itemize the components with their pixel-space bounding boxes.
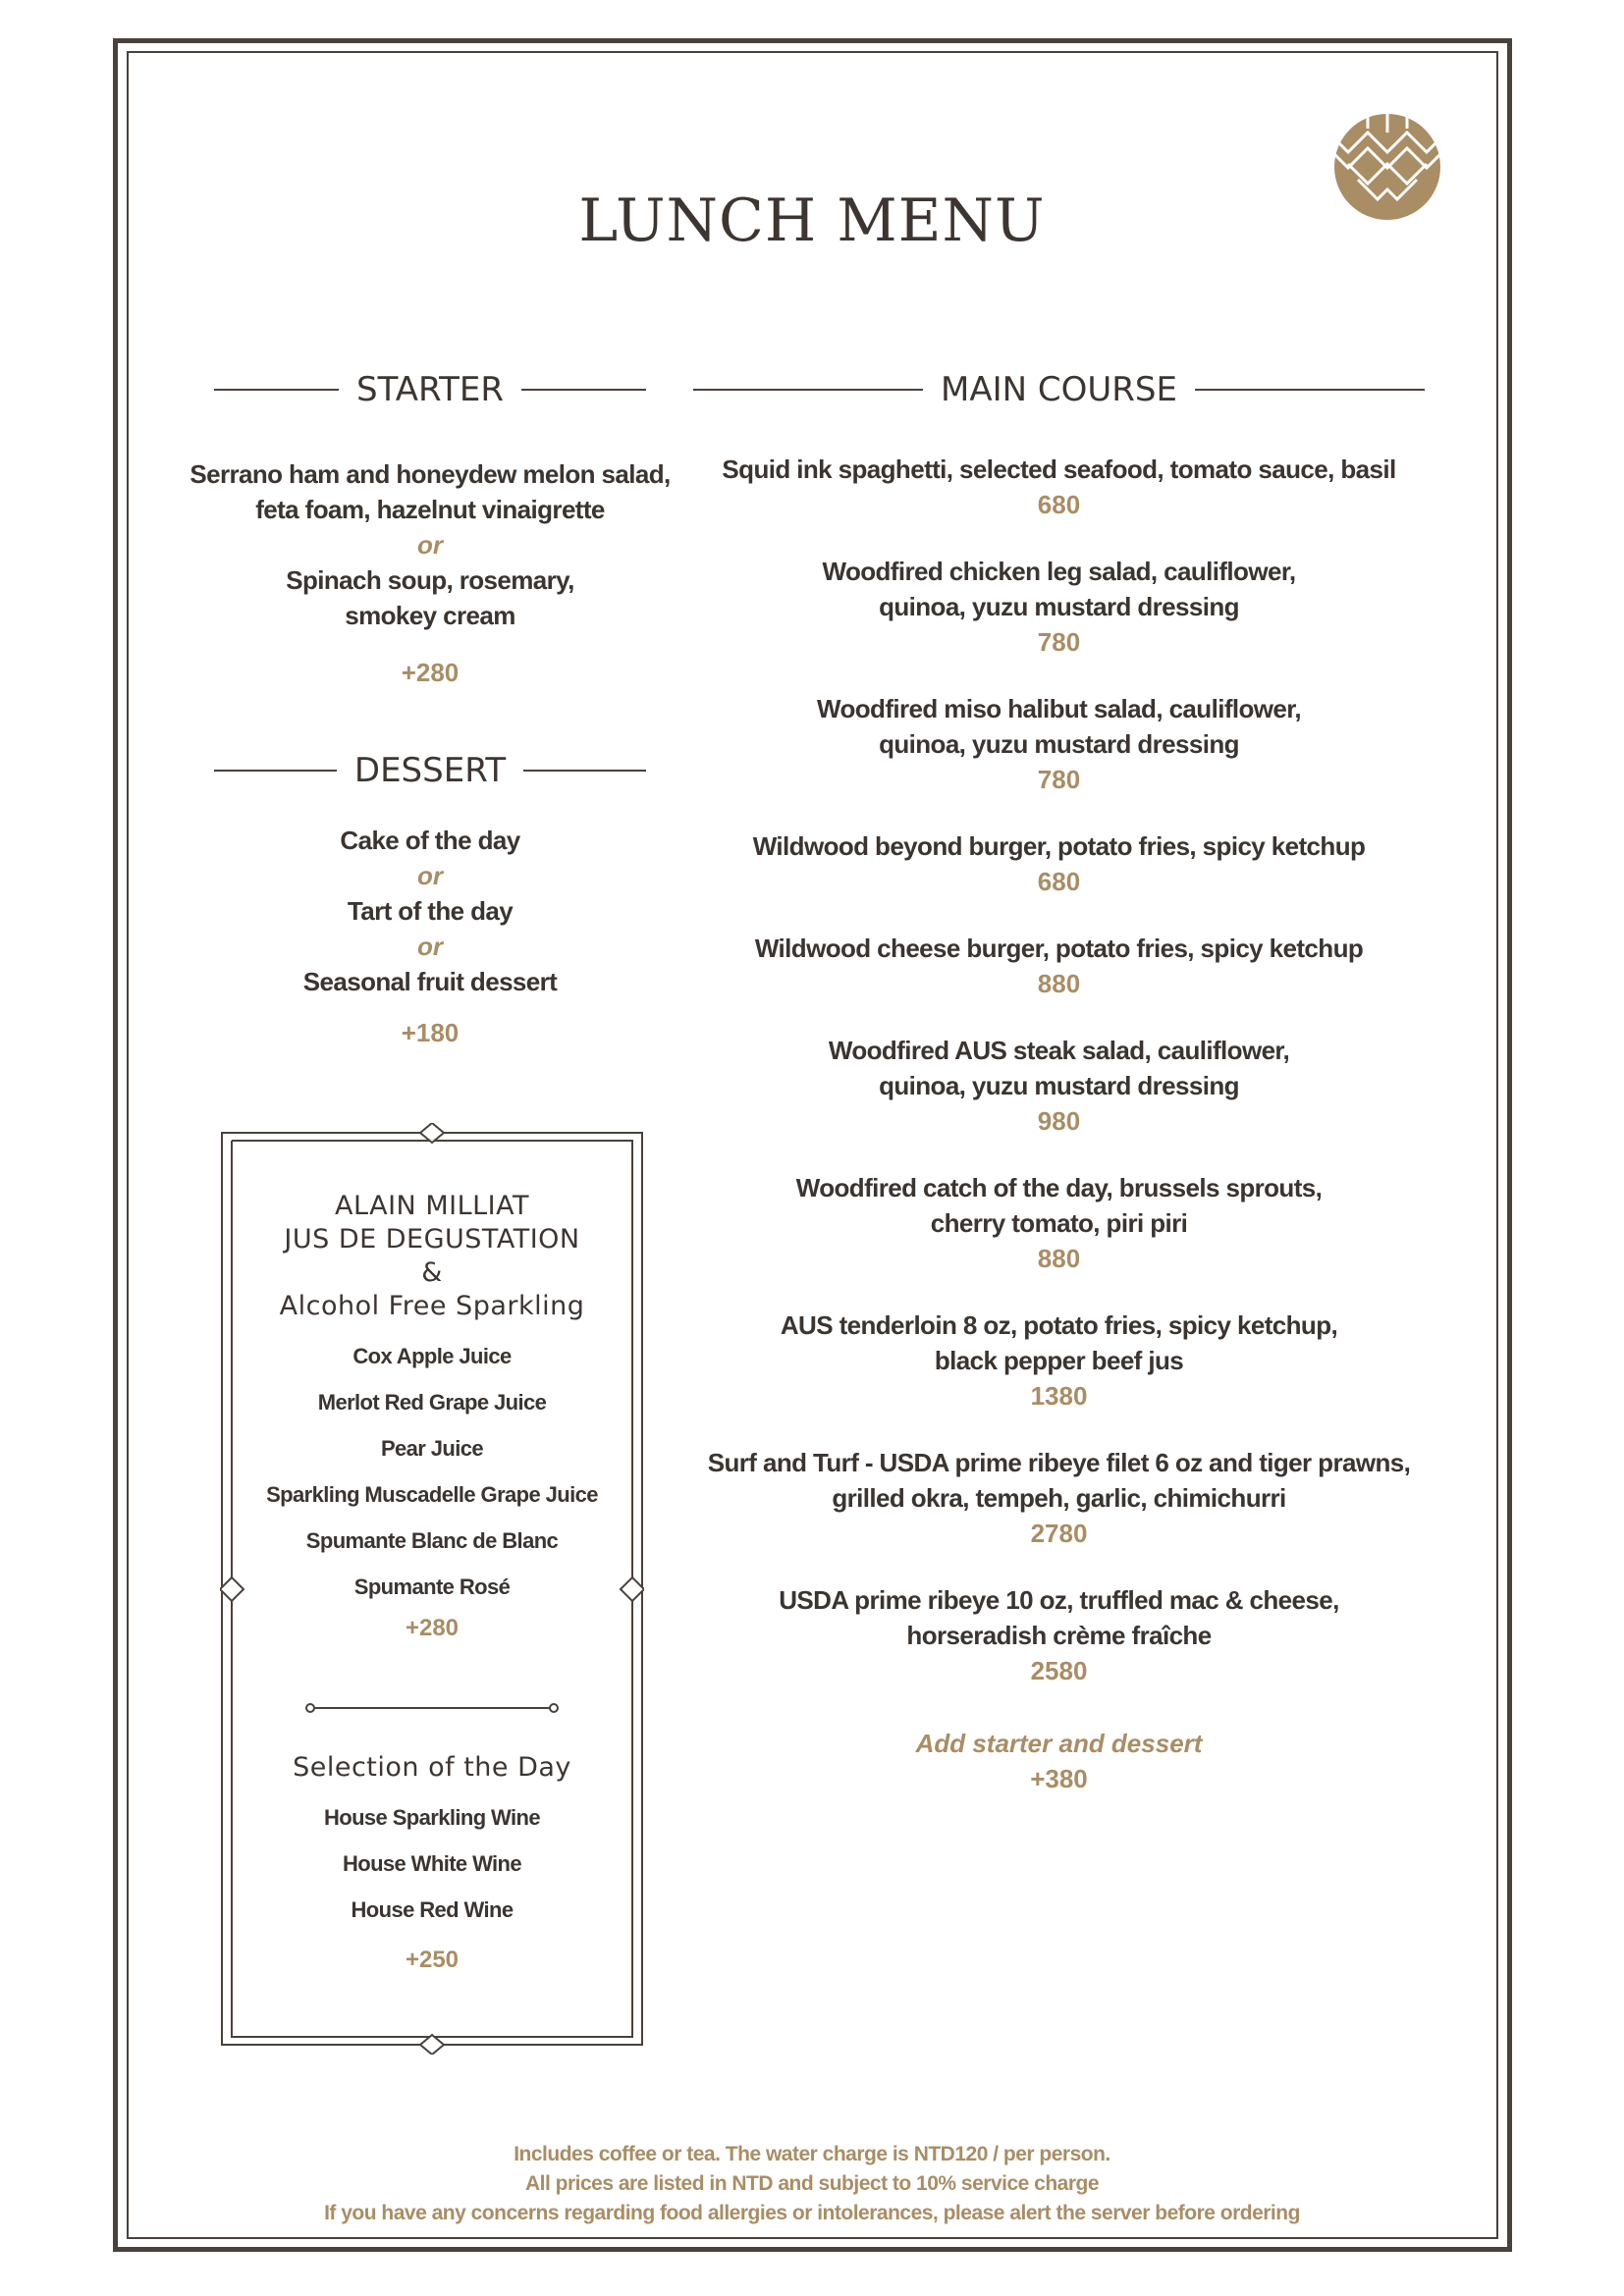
footer-line-2: All prices are listed in NTD and subject to 10% service charge: [524, 2172, 1100, 2195]
wine-section: [220, 1751, 644, 1974]
main-dish-description: grilled okra, tempeh, garlic, chimichurri: [832, 1483, 1286, 1513]
addon-section: [693, 1726, 1425, 1796]
wine-price: +250: [405, 1947, 460, 1973]
main-dish-item: [693, 931, 1425, 1001]
juice-price: +280: [405, 1615, 460, 1641]
juice-item: Sparkling Muscadelle Grape Juice: [266, 1482, 598, 1507]
divider-line: [214, 389, 339, 391]
or-separator: or: [417, 530, 443, 560]
starter-price: +280: [401, 658, 460, 687]
main-dish-item: [693, 1170, 1425, 1276]
dessert-heading: [214, 751, 646, 790]
divider-line: [521, 389, 646, 391]
main-course-heading: [693, 370, 1425, 409]
dessert-option-3: Seasonal fruit dessert: [302, 967, 558, 996]
starter-option-1-line-1: Serrano ham and honeydew melon salad,: [189, 459, 671, 489]
main-dish-price: 780: [1037, 765, 1081, 794]
main-dish-item: [693, 554, 1425, 660]
main-dish-price: 880: [1037, 1244, 1081, 1273]
juice-item: Pear Juice: [380, 1436, 484, 1461]
selection-title: Selection of the Day: [293, 1752, 571, 1783]
footer-notes: [0, 2140, 1624, 2228]
main-dish-name: Woodfired catch of the day, brussels sprouts,: [795, 1173, 1323, 1202]
dessert-option-1: Cake of the day: [340, 826, 520, 855]
ornamental-divider: [304, 1702, 560, 1714]
main-dish-name: Woodfired AUS steak salad, cauliflower,: [828, 1036, 1290, 1065]
main-dish-item: [693, 828, 1425, 899]
main-dish-description: cherry tomato, piri piri: [930, 1208, 1188, 1238]
starter-section: [185, 456, 676, 690]
drinks-title-line-4: Alcohol Free Sparkling: [279, 1291, 585, 1321]
juice-item: Spumante Blanc de Blanc: [305, 1528, 559, 1553]
drinks-title-line-2: JUS DE DEGUSTATION: [284, 1224, 580, 1255]
main-dish-item: [693, 1445, 1425, 1551]
footer-line-3: If you have any concerns regarding food allergies or intolerances, please alert the server before ordering: [324, 2202, 1300, 2224]
main-dish-price: 2780: [1030, 1519, 1088, 1548]
main-dish-price: 2580: [1030, 1656, 1088, 1685]
main-dish-name: USDA prime ribeye 10 oz, truffled mac & cheese,: [779, 1585, 1339, 1615]
dessert-section: [185, 823, 676, 1050]
main-dish-price: 680: [1037, 490, 1081, 519]
main-dish-price: 980: [1037, 1106, 1081, 1136]
wine-item: House Sparkling Wine: [323, 1805, 541, 1830]
main-dish-description: quinoa, yuzu mustard dressing: [879, 1071, 1239, 1100]
main-dish-item: [693, 691, 1425, 797]
main-dish-name: Woodfired miso halibut salad, cauliflower,: [817, 694, 1301, 723]
divider-line: [1195, 389, 1425, 391]
main-dish-price: 880: [1037, 969, 1081, 998]
main-dish-item: [693, 1308, 1425, 1414]
juice-item: Cox Apple Juice: [352, 1344, 512, 1368]
starter-heading-label: STARTER: [356, 370, 504, 409]
drinks-title-line-1: ALAIN MILLIAT: [334, 1191, 530, 1221]
main-dish-price: 680: [1037, 867, 1081, 896]
main-dish-name: Wildwood cheese burger, potato fries, spicy ketchup: [754, 934, 1364, 963]
juice-item: Merlot Red Grape Juice: [317, 1390, 547, 1415]
juice-section: [220, 1190, 644, 1642]
main-dish-name: Woodfired chicken leg salad, cauliflower,: [822, 557, 1296, 586]
main-course-heading-label: MAIN COURSE: [941, 370, 1177, 409]
footer-line-1: Includes coffee or tea. The water charge is NTD120 / per person.: [514, 2143, 1110, 2165]
main-dish-description: quinoa, yuzu mustard dressing: [879, 592, 1239, 621]
main-dish-description: quinoa, yuzu mustard dressing: [879, 729, 1239, 759]
dessert-price: +180: [401, 1018, 460, 1047]
starter-option-1-line-2: feta foam, hazelnut vinaigrette: [255, 495, 605, 524]
dessert-option-2: Tart of the day: [347, 896, 514, 926]
starter-option-2-line-1: Spinach soup, rosemary,: [286, 565, 574, 595]
drinks-box: [220, 1123, 644, 2055]
or-separator: or: [417, 861, 443, 890]
main-dish-item: [693, 1582, 1425, 1688]
page-title: LUNCH MENU: [578, 187, 1046, 255]
addon-price: +380: [1030, 1764, 1088, 1793]
main-dish-name: Surf and Turf - USDA prime ribeye filet 6 oz and tiger prawns,: [707, 1448, 1411, 1477]
main-dish-description: horseradish crème fraîche: [906, 1621, 1212, 1650]
juice-item: Spumante Rosé: [353, 1575, 511, 1599]
drinks-title-line-3: &: [421, 1257, 443, 1288]
main-course-list: [693, 452, 1425, 1796]
main-dish-description: black pepper beef jus: [934, 1346, 1184, 1375]
main-dish-name: Squid ink spaghetti, selected seafood, tomato sauce, basil: [722, 454, 1396, 484]
divider-line: [693, 389, 923, 391]
divider-line: [214, 770, 337, 772]
dessert-heading-label: DESSERT: [353, 751, 507, 790]
main-dish-name: Wildwood beyond burger, potato fries, spicy ketchup: [752, 831, 1366, 861]
wine-item: House White Wine: [342, 1851, 522, 1876]
starter-heading: [214, 370, 646, 409]
main-dish-price: 780: [1037, 627, 1081, 657]
main-dish-name: AUS tenderloin 8 oz, potato fries, spicy ketchup,: [780, 1310, 1338, 1340]
addon-label: Add starter and dessert: [915, 1729, 1203, 1758]
or-separator: or: [417, 932, 443, 961]
wine-item: House Red Wine: [351, 1897, 514, 1922]
main-dish-item: [693, 452, 1425, 522]
main-dish-item: [693, 1033, 1425, 1139]
main-dish-price: 1380: [1030, 1381, 1088, 1411]
starter-option-2-line-2: smokey cream: [345, 601, 515, 630]
divider-line: [523, 770, 646, 772]
